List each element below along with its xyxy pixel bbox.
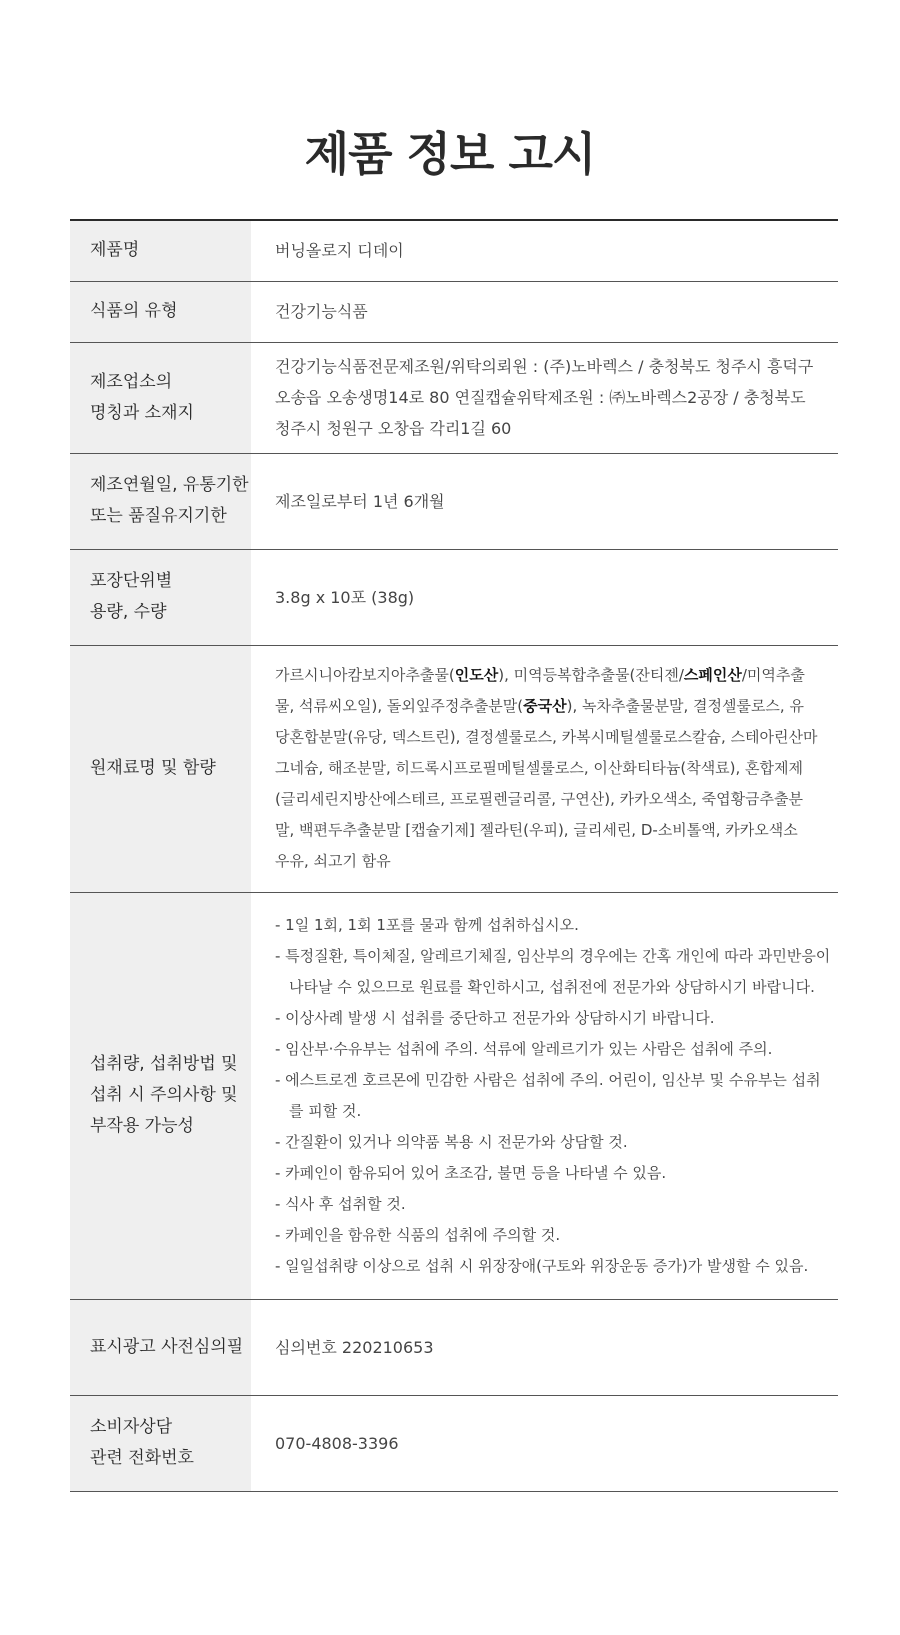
value-line: 오송읍 오송생명14로 80 연질캡슐위탁제조원 : ㈜노바렉스2공장 / 충청북도 [275, 388, 806, 407]
ingredient-line: 우유, 쇠고기 함유 [275, 852, 391, 870]
notice-item: - 일일섭취량 이상으로 섭취 시 위장장애(구토와 위장운동 증가)가 발생할 수 있음. [275, 1256, 809, 1275]
product-name-label: 제품명 [70, 220, 251, 281]
notice-item: - 특정질환, 특이체질, 알레르기체질, 임산부의 경우에는 간혹 개인에 따라 과민반응이 나타날 수 있으므로 원료를 확인하시고, 섭취전에 전문가와 상담하시기 바랍니다. [275, 946, 831, 996]
notice-item: - 임산부·수유부는 섭취에 주의. 석류에 알레르기가 있는 사람은 섭취에 주의. [275, 1039, 773, 1058]
row-food-type [70, 281, 838, 342]
origin-china: 중국산 [523, 697, 567, 715]
value-line: 청주시 청원구 오창읍 각리1길 60 [275, 419, 512, 438]
ad-review-value: 심의번호 220210653 [275, 1337, 434, 1357]
notice-item: - 카페인이 함유되어 있어 초조감, 불면 등을 나타낼 수 있음. [275, 1163, 667, 1182]
intake-label [70, 892, 251, 1299]
manufacturer-label [70, 342, 251, 453]
manufacturer-value [251, 342, 838, 453]
food-type-label: 식품의 유형 [70, 281, 251, 342]
label-line: 용량, 수량 [90, 602, 167, 622]
ingredients-value [251, 645, 838, 892]
intake-value [251, 892, 838, 1299]
row-package [70, 549, 838, 645]
notice-item: - 이상사례 발생 시 섭취를 중단하고 전문가와 상담하시기 바랍니다. [275, 1008, 715, 1027]
label-line: 부작용 가능성 [90, 1116, 194, 1136]
label-line: 포장단위별 [90, 571, 173, 591]
ingredient-text: 물, 석류씨오일), 돌외잎주정추출분말( [275, 697, 524, 715]
ingredient-text: /미역추출 [741, 666, 805, 684]
label-line: 소비자상담 [90, 1417, 173, 1437]
notice-item: - 카페인을 함유한 식품의 섭취에 주의할 것. [275, 1225, 561, 1244]
ingredient-text: ), 녹차추출물분말, 결정셀룰로스, 유 [566, 697, 804, 715]
package-label [70, 549, 251, 645]
row-expiry [70, 453, 838, 549]
notice-item: - 에스트로겐 호르몬에 민감한 사람은 섭취에 주의. 어린이, 임산부 및 수유부는 섭취를 피할 것. [275, 1070, 821, 1120]
expiry-label [70, 453, 251, 549]
notice-item: - 1일 1회, 1회 1포를 물과 함께 섭취하십시오. [275, 915, 579, 934]
ingredient-line [275, 660, 838, 691]
notice-item: - 식사 후 섭취할 것. [275, 1194, 406, 1213]
ad-review-label: 표시광고 사전심의필 [70, 1299, 251, 1395]
row-product-name [70, 220, 838, 281]
origin-spain: 스페인산 [683, 666, 742, 684]
notice-item: - 간질환이 있거나 의약품 복용 시 전문가와 상담할 것. [275, 1132, 628, 1151]
row-consumer-contact [70, 1395, 838, 1491]
value-line: 건강기능식품전문제조원/위탁의뢰원 : (주)노바렉스 / 충청북도 청주시 흥덕구 [275, 357, 814, 376]
ingredients-label: 원재료명 및 함량 [70, 645, 251, 892]
ingredient-line [275, 691, 838, 722]
ingredient-line: 그네슘, 해조분말, 히드록시프로필메틸셀룰로스, 이산화티타늄(착색료), 혼합제제 [275, 759, 804, 777]
label-line: 제조업소의 [90, 371, 173, 392]
package-value: 3.8g x 10포 (38g) [275, 587, 415, 607]
page-title: 제품 정보 고시 [304, 127, 596, 181]
label-line: 또는 품질유지기한 [90, 506, 227, 526]
row-ingredients [70, 645, 838, 892]
product-info-table [70, 219, 838, 1492]
product-name-value: 버닝올로지 디데이 [275, 241, 404, 261]
origin-india: 인도산 [454, 666, 499, 684]
ingredient-text: 가르시니아캄보지아추출물( [275, 666, 455, 684]
row-intake [70, 892, 838, 1299]
ingredient-line: 말, 백편두추출분말 [캡슐기제] 젤라틴(우피), 글리세린, D-소비톨액, 카카오색소 [275, 821, 798, 839]
consumer-contact-value: 070-4808-3396 [275, 1433, 399, 1453]
ingredient-text: ), 미역등복합추출물(잔티젠/ [498, 666, 684, 684]
expiry-value: 제조일로부터 1년 6개월 [275, 491, 445, 511]
label-line: 제조연월일, 유통기한 [90, 475, 249, 495]
label-line: 명칭과 소재지 [90, 402, 194, 423]
ingredient-line: 당혼합분말(유당, 덱스트린), 결정셀룰로스, 카복시메틸셀룰로스칼슘, 스테아린산마 [275, 728, 818, 746]
row-ad-review [70, 1299, 838, 1395]
row-manufacturer [70, 342, 838, 453]
label-line: 섭취량, 섭취방법 및 [90, 1054, 238, 1074]
food-type-value: 건강기능식품 [275, 302, 368, 321]
ingredient-line: (글리세린지방산에스테르, 프로필렌글리콜, 구연산), 카카오색소, 죽엽황금추출분 [275, 790, 804, 808]
label-line: 관련 전화번호 [90, 1448, 194, 1468]
consumer-contact-label [70, 1395, 251, 1491]
label-line: 섭취 시 주의사항 및 [90, 1085, 238, 1105]
